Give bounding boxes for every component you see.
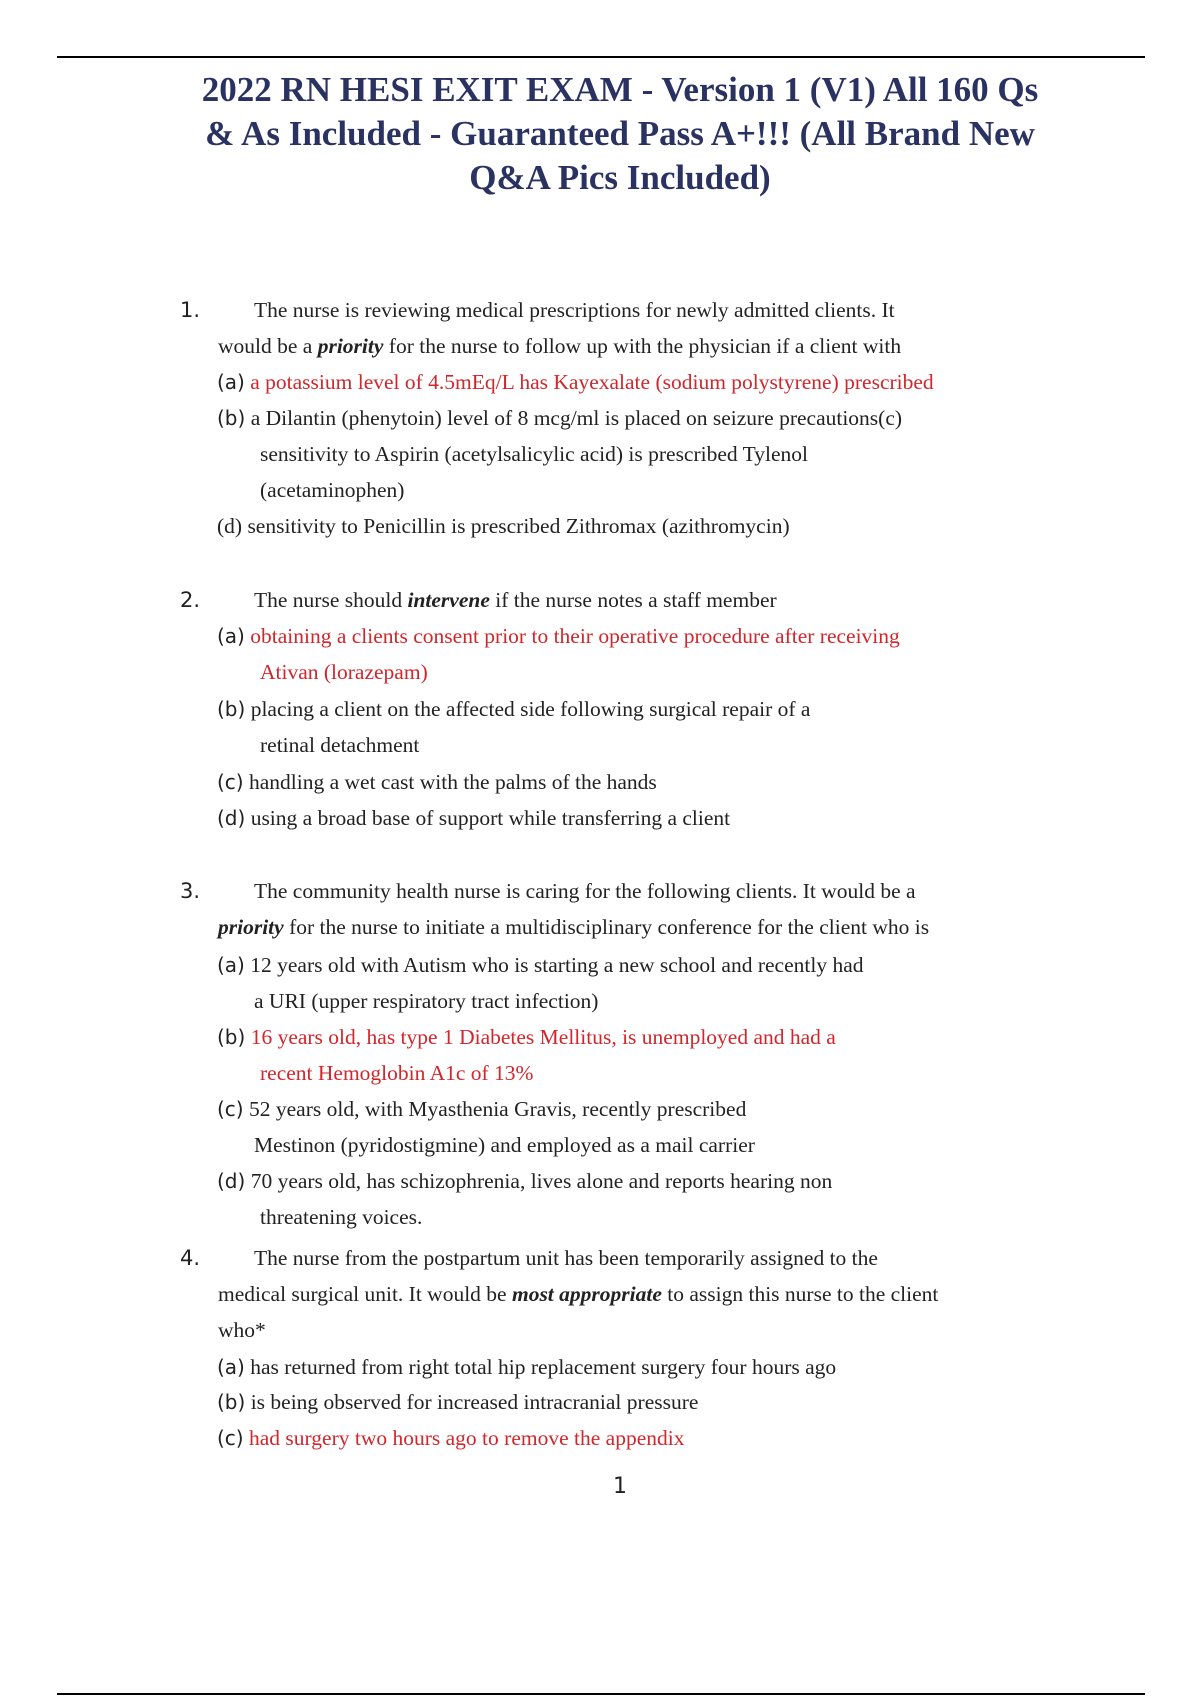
question-2-number: 2. bbox=[180, 588, 201, 612]
question-2-emphasis: intervene bbox=[407, 588, 490, 612]
option-label: (a) bbox=[217, 624, 245, 648]
question-3-number: 3. bbox=[180, 879, 201, 903]
option-label: (c) bbox=[217, 1426, 244, 1450]
option-continuation: (acetaminophen) bbox=[260, 478, 405, 502]
option-text: handling a wet cast with the palms of the hands bbox=[248, 770, 657, 794]
question-1-option-b bbox=[217, 400, 1087, 508]
question-3-option-a bbox=[217, 947, 1087, 1019]
option-label: (a) bbox=[217, 1355, 245, 1379]
option-text: 70 years old, has schizophrenia, lives alone and reports hearing non bbox=[250, 1169, 833, 1193]
option-text: (d) sensitivity to Penicillin is prescribed Zithromax (azithromycin) bbox=[217, 514, 790, 538]
option-label: (a) bbox=[217, 953, 245, 977]
question-3-emphasis: priority bbox=[218, 915, 284, 939]
option-label: (b) bbox=[217, 1390, 246, 1414]
question-3-stem bbox=[180, 873, 1060, 945]
question-1-emphasis: priority bbox=[317, 334, 384, 358]
question-1-text-b: would be a bbox=[218, 334, 318, 358]
question-2-option-a bbox=[217, 618, 1087, 690]
question-4-number: 4. bbox=[180, 1246, 201, 1270]
question-1-text-c: for the nurse to follow up with the physician if a client with bbox=[383, 334, 902, 358]
question-4-text-d: who* bbox=[218, 1318, 266, 1342]
question-3-text-b: for the nurse to initiate a multidisciplinary conference for the client who is bbox=[283, 915, 930, 939]
question-1-option-a bbox=[217, 364, 1087, 400]
question-4-emphasis: most appropriate bbox=[511, 1282, 662, 1306]
question-2-option-d bbox=[217, 800, 1087, 836]
correct-answer-text: had surgery two hours ago to remove the appendix bbox=[248, 1426, 685, 1450]
question-1-number: 1. bbox=[180, 298, 201, 322]
option-text: has returned from right total hip replacement surgery four hours ago bbox=[250, 1355, 837, 1379]
question-3-option-d bbox=[217, 1163, 1087, 1235]
question-4-text-a: The nurse from the postpartum unit has been temporarily assigned to the bbox=[254, 1246, 878, 1270]
question-3-text-a: The community health nurse is caring for the following clients. It would be a bbox=[254, 879, 916, 903]
question-4-stem bbox=[180, 1240, 1060, 1348]
bottom-rule bbox=[57, 1693, 1145, 1695]
option-continuation: threatening voices. bbox=[260, 1205, 423, 1229]
question-3-option-b bbox=[217, 1019, 1087, 1091]
option-label: (c) bbox=[217, 1097, 244, 1121]
option-label: (b) bbox=[217, 1025, 246, 1049]
question-2-text-b: if the nurse notes a staff member bbox=[489, 588, 777, 612]
option-continuation: Mestinon (pyridostigmine) and employed as a mail carrier bbox=[254, 1133, 755, 1157]
option-label: (b) bbox=[217, 406, 246, 430]
option-continuation: sensitivity to Aspirin (acetylsalicylic acid) is prescribed Tylenol bbox=[260, 442, 809, 466]
top-rule bbox=[57, 56, 1145, 58]
option-text: 52 years old, with Myasthenia Gravis, recently prescribed bbox=[248, 1097, 747, 1121]
correct-answer-text: 16 years old, has type 1 Diabetes Mellitus, is unemployed and had a bbox=[250, 1025, 836, 1049]
page-number: 1 bbox=[613, 1474, 627, 1499]
document-title bbox=[140, 68, 1100, 200]
title-line-1: 2022 RN HESI EXIT EXAM - Version 1 (V1) All 160 Qs bbox=[201, 70, 1039, 109]
question-4-option-b bbox=[217, 1384, 1087, 1420]
question-2-stem bbox=[180, 582, 1060, 618]
question-4-option-a bbox=[217, 1349, 1087, 1385]
correct-answer-continuation: recent Hemoglobin A1c of 13% bbox=[260, 1061, 534, 1085]
title-line-2: & As Included - Guaranteed Pass A+!!! (All Brand New bbox=[205, 114, 1035, 153]
correct-answer-text: a potassium level of 4.5mEq/L has Kayexalate (sodium polystyrene) prescribed bbox=[250, 370, 934, 394]
question-4-text-c: to assign this nurse to the client bbox=[661, 1282, 939, 1306]
option-text: placing a client on the affected side following surgical repair of a bbox=[250, 697, 811, 721]
option-text: 12 years old with Autism who is starting a new school and recently had bbox=[250, 953, 864, 977]
option-label: (a) bbox=[217, 370, 245, 394]
option-text: a Dilantin (phenytoin) level of 8 mcg/ml is placed on seizure precautions(c) bbox=[250, 406, 903, 430]
option-text: is being observed for increased intracranial pressure bbox=[250, 1390, 699, 1414]
question-1-stem bbox=[180, 292, 1060, 364]
option-label: (d) bbox=[217, 806, 246, 830]
question-2-option-c bbox=[217, 764, 1087, 800]
question-4-option-c bbox=[217, 1420, 1087, 1456]
option-label: (b) bbox=[217, 697, 246, 721]
option-label: (c) bbox=[217, 770, 244, 794]
question-1-text-a: The nurse is reviewing medical prescriptions for newly admitted clients. It bbox=[254, 298, 895, 322]
question-1-option-d bbox=[217, 508, 1087, 544]
question-2-text-a: The nurse should bbox=[254, 588, 408, 612]
title-line-3: Q&A Pics Included) bbox=[469, 158, 771, 197]
question-4-text-b: medical surgical unit. It would be bbox=[218, 1282, 512, 1306]
question-2-option-b bbox=[217, 691, 1087, 763]
option-continuation: retinal detachment bbox=[260, 733, 420, 757]
option-label: (d) bbox=[217, 1169, 246, 1193]
question-3-option-c bbox=[217, 1091, 1087, 1163]
correct-answer-text: obtaining a clients consent prior to their operative procedure after receiving bbox=[250, 624, 900, 648]
option-text: using a broad base of support while transferring a client bbox=[250, 806, 731, 830]
option-continuation: a URI (upper respiratory tract infection) bbox=[254, 989, 599, 1013]
correct-answer-continuation: Ativan (lorazepam) bbox=[260, 660, 428, 684]
